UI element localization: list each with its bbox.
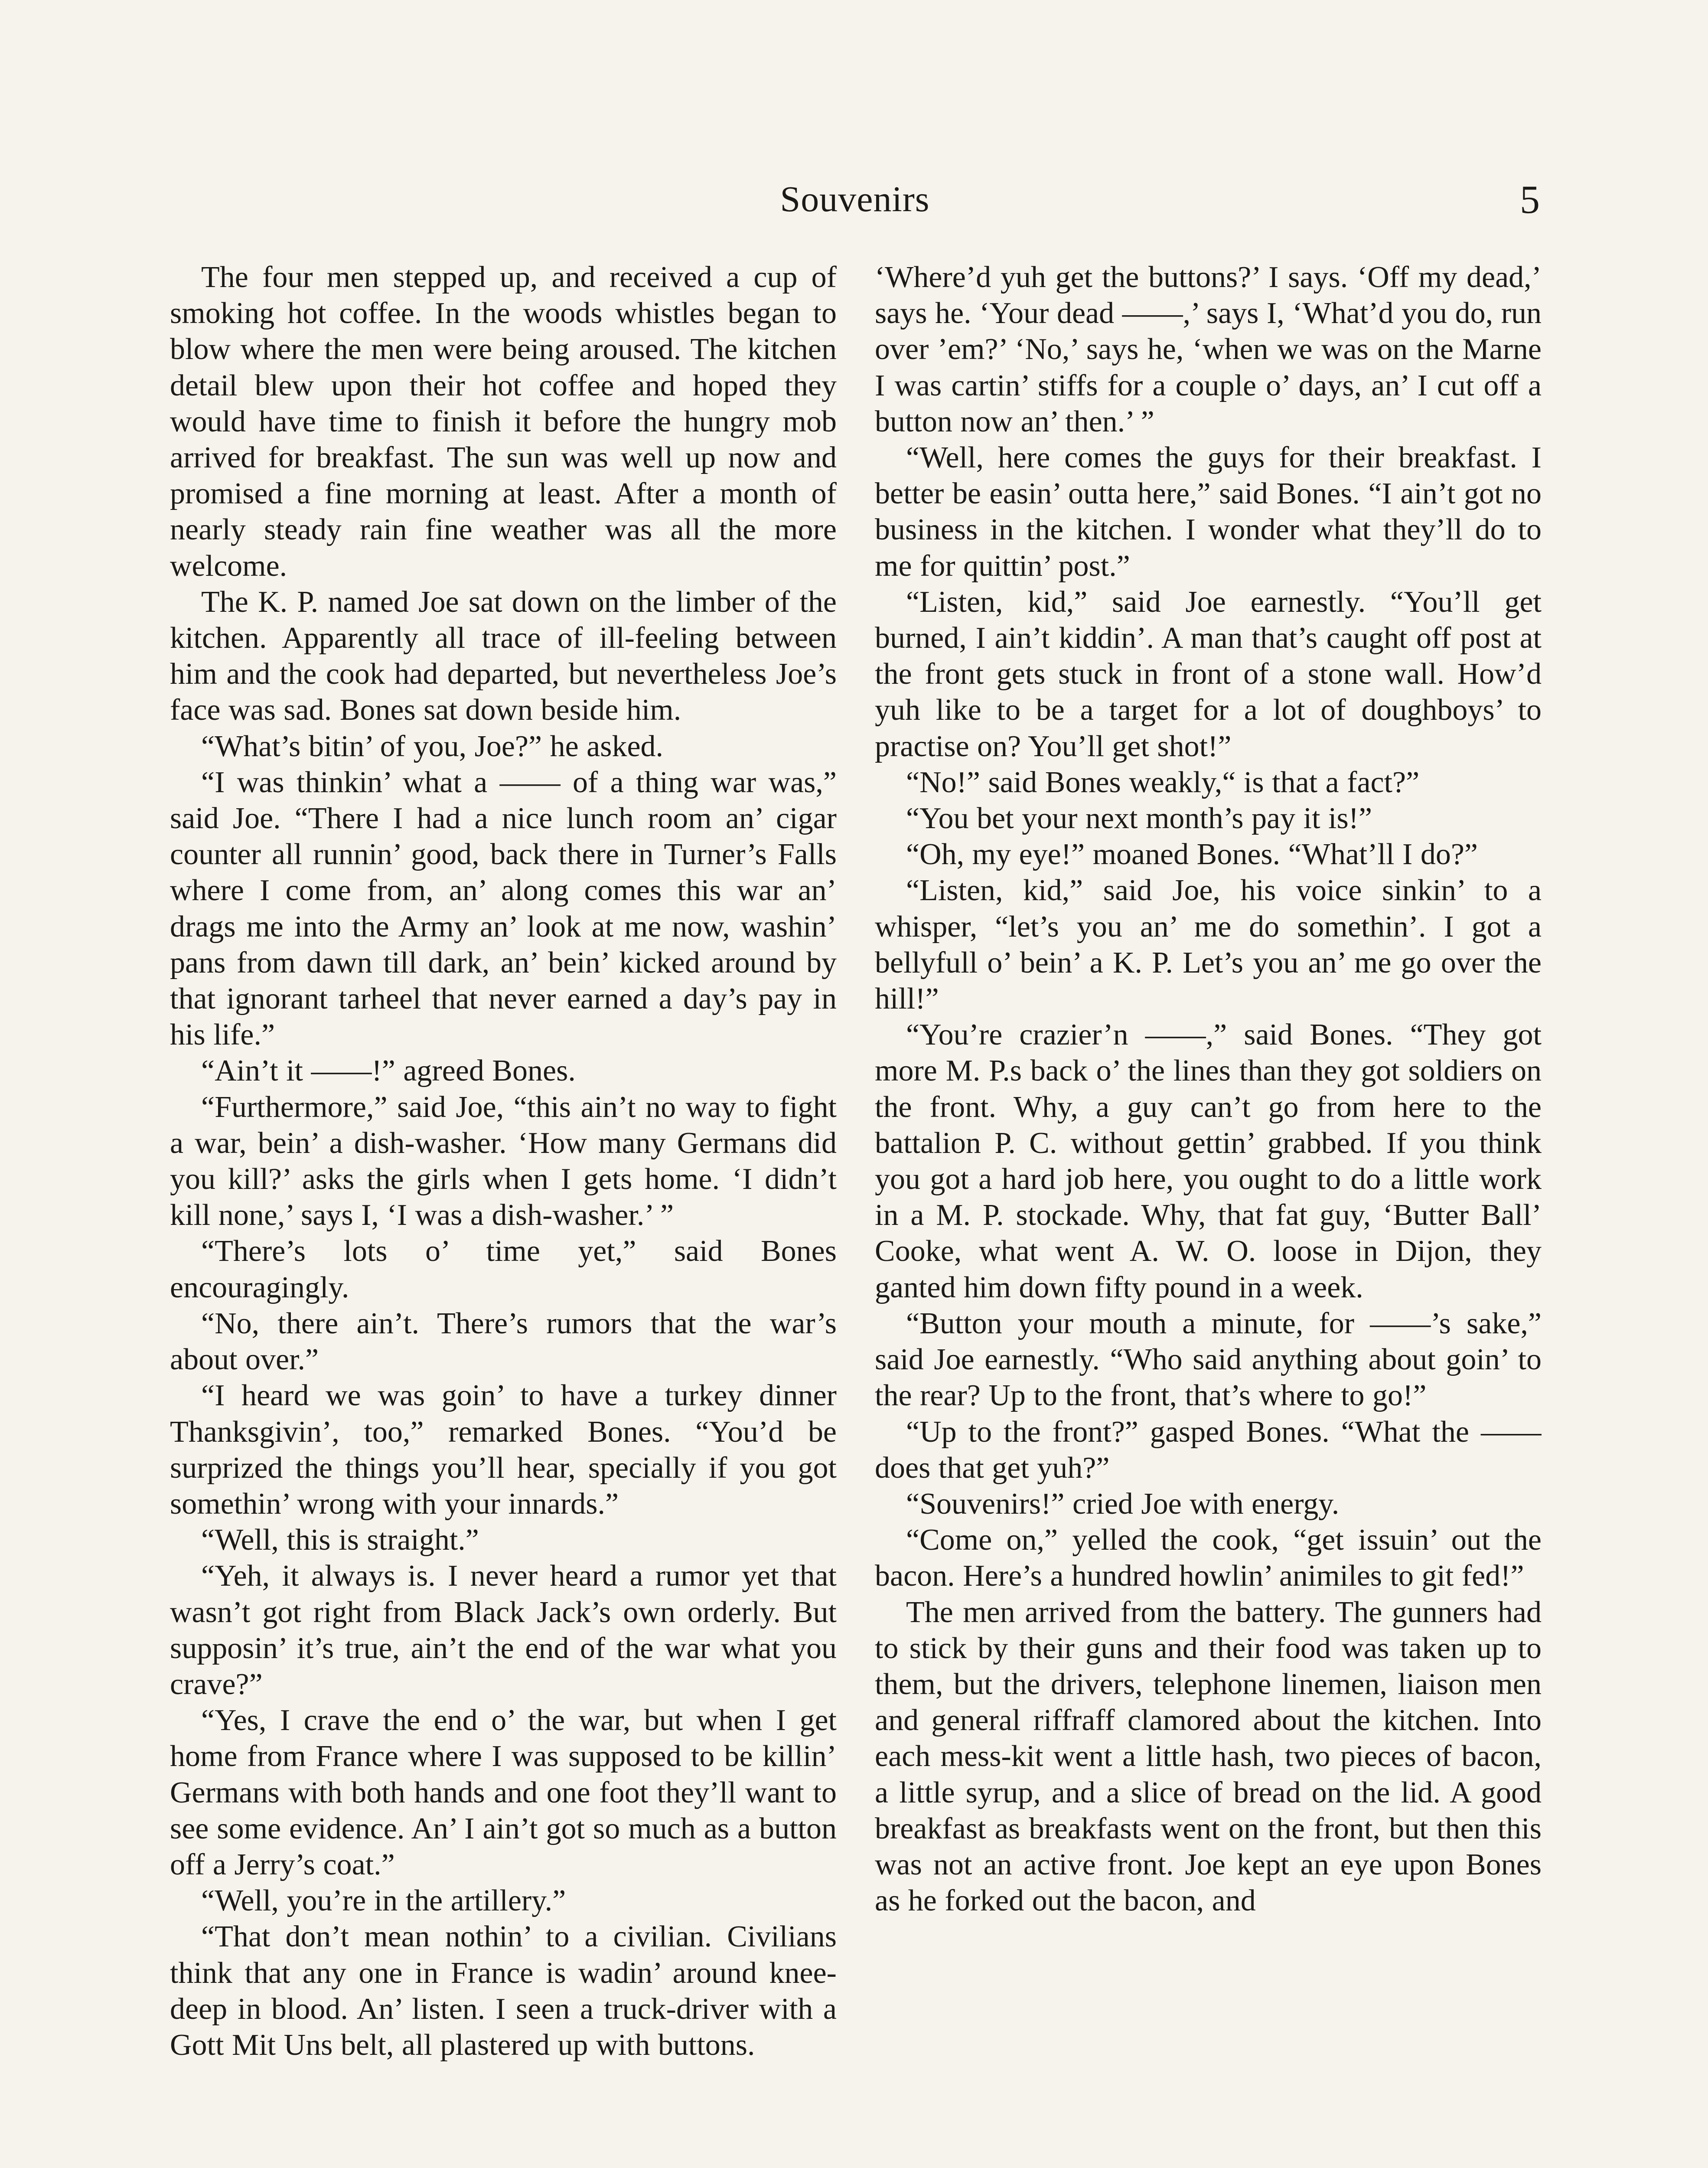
paragraph: “No, there ain’t. There’s rumors that the war’s about over.”: [170, 1306, 837, 1377]
paragraph: “Listen, kid,” said Joe, his voice sinkin’ to a whisper, “let’s you an’ me do somethin’. I got a bellyfull o’ bein’ a K. P. Let’s you an’ me go over the hill!”: [875, 874, 1542, 1016]
paragraph: “Button your mouth a minute, for ——’s sake,” said Joe earnestly. “Who said anything about goin’ to the rear? Up to the front, that’s where to go!”: [875, 1306, 1542, 1413]
paragraph: “Well, this is straight.”: [201, 1523, 479, 1557]
paragraph: “That don’t mean nothin’ to a civilian. Civilians think that any one in France is wadin’ around knee-deep in blood. An’ listen. I seen a truck-driver with a Gott Mit Uns belt, all plastered up with buttons.: [170, 1920, 837, 2062]
paragraph: “Come on,” yelled the cook, “get issuin’ out the bacon. Here’s a hundred howlin’ animiles to git fed!”: [875, 1523, 1542, 1593]
paragraph: “Listen, kid,” said Joe earnestly. “You’ll get burned, I ain’t kiddin’. A man that’s caught off post at the front gets stuck in front of a stone wall. How’d yuh like to be a target for a lot of doughboys’ to practise on? You’ll get shot!”: [875, 585, 1542, 763]
paragraph: The four men stepped up, and received a cup of smoking hot coffee. In the woods whistles began to blow where the men were being aroused. The kitchen detail blew upon their hot coffee and hoped they would have time to finish it before the hungry mob arrived for breakfast. The sun was well up now and promised a fine morning at least. After a month of nearly steady rain fine weather was all the more welcome.: [170, 261, 837, 583]
paragraph: The K. P. named Joe sat down on the limber of the kitchen. Apparently all trace of ill-feeling between him and the cook had departed, but nevertheless Joe’s face was sad. Bones sat down beside him.: [170, 585, 837, 727]
page-number: 5: [1520, 177, 1540, 222]
paragraph: “Yeh, it always is. I never heard a rumor yet that wasn’t got right from Black Jack’s own orderly. But supposin’ it’s true, ain’t the end of the war what you crave?”: [170, 1559, 837, 1701]
paragraph: “I heard we was goin’ to have a turkey dinner Thanksgivin’, too,” remarked Bones. “You’d be surprized the things you’ll hear, specially if you got somethin’ wrong with your innards.”: [170, 1379, 837, 1521]
paragraph: “I was thinkin’ what a —— of a thing war was,” said Joe. “There I had a nice lunch room an’ cigar counter all runnin’ good, back there in Turner’s Falls where I come from, an’ along comes this war an’ drags me into the Army an’ look at me now, washin’ pans from dawn till dark, an’ bein’ kicked around by that ignorant tarheel that never earned a day’s pay in his life.”: [170, 765, 837, 1052]
paragraph: “There’s lots o’ time yet,” said Bones encouragingly.: [170, 1234, 837, 1304]
paragraph: The men arrived from the battery. The gunners had to stick by their guns and their food was taken up to them, but the drivers, telephone linemen, liaison men and general riffraff clamored about the kitchen. Into each mess-kit went a little hash, two pieces of bacon, a little syrup, and a slice of bread on the lid. A good breakfast as breakfasts went on the front, but then this was not an active front. Joe kept an eye upon Bones as he forked out the bacon, and: [875, 1595, 1542, 1918]
right-column: [875, 259, 1542, 2168]
paragraph: “Yes, I crave the end o’ the war, but when I get home from France where I was supposed to be killin’ Germans with both hands and one foot they’ll want to see some evidence. An’ I ain’t got so much as a button off a Jerry’s coat.”: [170, 1704, 837, 1881]
paragraph: “Well, you’re in the artillery.”: [201, 1884, 566, 1918]
paragraph: “Well, here comes the guys for their breakfast. I better be easin’ outta here,” said Bones. “I ain’t got no business in the kitchen. I wonder what they’ll do to me for quittin’ post.”: [875, 441, 1542, 583]
paragraph: “Furthermore,” said Joe, “this ain’t no way to fight a war, bein’ a dish-washer. ‘How many Germans did you kill?’ asks the girls when I gets home. ‘I didn’t kill none,’ says I, ‘I was a dish-washer.’ ”: [170, 1090, 837, 1232]
paragraph: “Oh, my eye!” moaned Bones. “What’ll I do?”: [906, 838, 1478, 872]
running-head: [170, 173, 1540, 225]
paragraph: “Ain’t it ——!” agreed Bones.: [201, 1054, 576, 1088]
running-title: Souvenirs: [780, 179, 930, 219]
paragraph: “You’re crazier’n ——,” said Bones. “They got more M. P.s back o’ the lines than they got soldiers on the front. Why, a guy can’t go from here to the battalion P. C. without gettin’ grabbed. If you think you got a hard job here, you ought to do a little work in a M. P. stockade. Why, that fat guy, ‘Butter Ball’ Cooke, what went A. W. O. loose in Dijon, they ganted him down fifty pound in a week.: [875, 1018, 1542, 1304]
paragraph: “Souvenirs!” cried Joe with energy.: [906, 1487, 1340, 1521]
paragraph: “What’s bitin’ of you, Joe?” he asked.: [201, 729, 664, 763]
paragraph: ‘Where’d yuh get the buttons?’ I says. ‘Off my dead,’ says he. ‘Your dead ——,’ says I, ‘What’d you do, run over ’em?’ ‘No,’ says he, ‘when we was on the Marne I was cartin’ stiffs for a couple o’ days, an’ I cut off a button now an’ then.’ ”: [875, 261, 1542, 438]
left-column: [170, 259, 837, 2168]
paragraph: “You bet your next month’s pay it is!”: [906, 802, 1372, 836]
paragraph: “Up to the front?” gasped Bones. “What the —— does that get yuh?”: [875, 1415, 1542, 1485]
paragraph: “No!” said Bones weakly,“ is that a fact?”: [906, 765, 1420, 799]
